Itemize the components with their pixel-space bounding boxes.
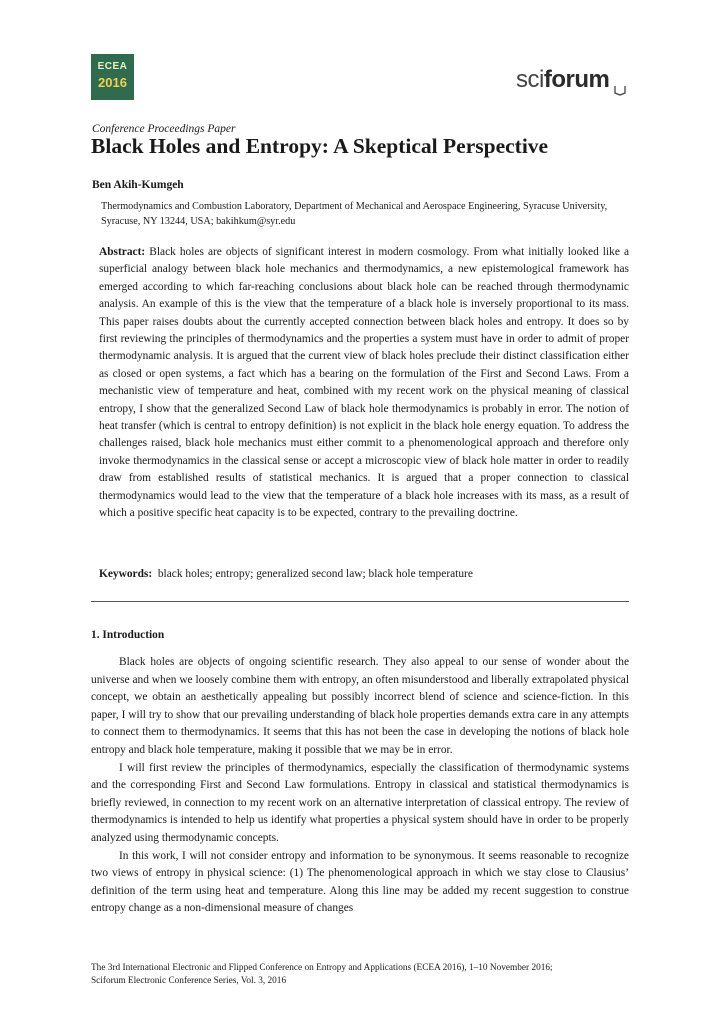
paragraph: In this work, I will not consider entropy and information to be synonymous. It seems reasonable to recognize two views of entropy in physical science: (1) The phenomenological approach in which we stay close to Clausius’ definition of the term using heat and temperature. Along this line may be added my recent suggestion to construe entropy change as a non-dimensional measure of changes bbox=[91, 849, 629, 915]
author-affiliation: Thermodynamics and Combustion Laboratory, Department of Mechanical and Aerospace Engineering, Syracuse University, Syracuse, NY 13244, USA; bakihkum@syr.edu bbox=[101, 201, 608, 227]
sciforum-logo-sci: sci bbox=[516, 66, 544, 93]
section-divider bbox=[91, 601, 629, 602]
keywords bbox=[99, 568, 629, 580]
paragraph: I will first review the principles of thermodynamics, especially the classification of thermodynamic systems and the corresponding First and Second Law formulations. Entropy in classical and statistical thermodynamics is briefly reviewed, in connection to my recent work on an alternative interpretation of classical entropy. The review of thermodynamics is intended to help us identify what properties a physical system should have in order to be properly analyzed using thermodynamic concepts. bbox=[91, 761, 629, 844]
abstract-text: Black holes are objects of significant interest in modern cosmology. From what initially looked like a superficial analogy between black hole mechanics and thermodynamics, a new epistemological framework has emerged according to which far-reaching conclusions about black hole can be reached through thermodynamic analysis. An example of this is the view that the temperature of a black hole is inversely proportional to its mass. This paper raises doubts about the currently accepted connection between black holes and entropy. It does so by first reviewing the principles of thermodynamics and the properties a system must have in order to admit of proper thermodynamic analysis. It is argued that the current view of black holes preclude their distinct classification either as closed or open systems, a fact which has a bearing on the formulation of the First and Second Laws. From a mechanistic view of temperature and heat, combined with my recent work on the physical meaning of classical entropy, I show that the generalized Second Law of black hole thermodynamics is probably in error. The notion of heat transfer (which is central to entropy definition) is not explicit in the black hole energy equation. To address the challenges raised, black hole mechanics must either commit to a phenomenological approach and therefore only invoke thermodynamics in the classical sense or accept a microscopic view of black hole matter in order to readily draw from established results of statistical mechanics. It is argued that a proper connection to classical thermodynamics would lead to the view that the temperature of a black hole increases with its mass, as a result of which a positive specific heat capacity is to be expected, contrary to the prevailing doctrine. bbox=[99, 246, 629, 520]
logo-line-1: ECEA bbox=[97, 61, 128, 72]
paragraph: Black holes are objects of ongoing scientific research. They also appeal to our sense of wonder about the universe and when we loosely combine them with entropy, an often misunderstood and liberally extrapolated physical concept, we obtain an aesthetically appealing but possibly incorrect blend of science and science-fiction. In this paper, I will try to show that our prevailing understanding of black hole properties demands extra care in any attempts to connect them to thermodynamics. It seems that this has not been the case in developing the notions of black hole entropy and black hole temperature, making it possible that we may be in error. bbox=[91, 656, 629, 756]
ecea-2016-logo bbox=[91, 54, 134, 100]
paper-type: Conference Proceedings Paper bbox=[92, 123, 236, 135]
abstract-label: Abstract: bbox=[99, 246, 146, 258]
sciforum-bracket-icon bbox=[614, 84, 626, 96]
sciforum-logo-forum: forum bbox=[543, 66, 610, 93]
section-heading-introduction: 1. Introduction bbox=[91, 629, 165, 641]
introduction-body bbox=[91, 654, 629, 918]
abstract bbox=[99, 244, 629, 523]
keywords-text: black holes; entropy; generalized second law; black hole temperature bbox=[157, 568, 473, 580]
author-name: Ben Akih-Kumgeh bbox=[92, 179, 184, 191]
sciforum-logo bbox=[516, 66, 609, 94]
keywords-label: Keywords: bbox=[99, 568, 153, 580]
paper-title: Black Holes and Entropy: A Skeptical Perspective bbox=[91, 134, 549, 158]
logo-line-2: 2016 bbox=[98, 75, 127, 90]
footer-line-1: The 3rd International Electronic and Flipped Conference on Entropy and Applications (ECEA 2016), 1–10 November 2016; bbox=[91, 963, 553, 973]
footer-line-2: Sciforum Electronic Conference Series, Vol. 3, 2016 bbox=[91, 975, 287, 986]
page-footer bbox=[91, 962, 651, 987]
